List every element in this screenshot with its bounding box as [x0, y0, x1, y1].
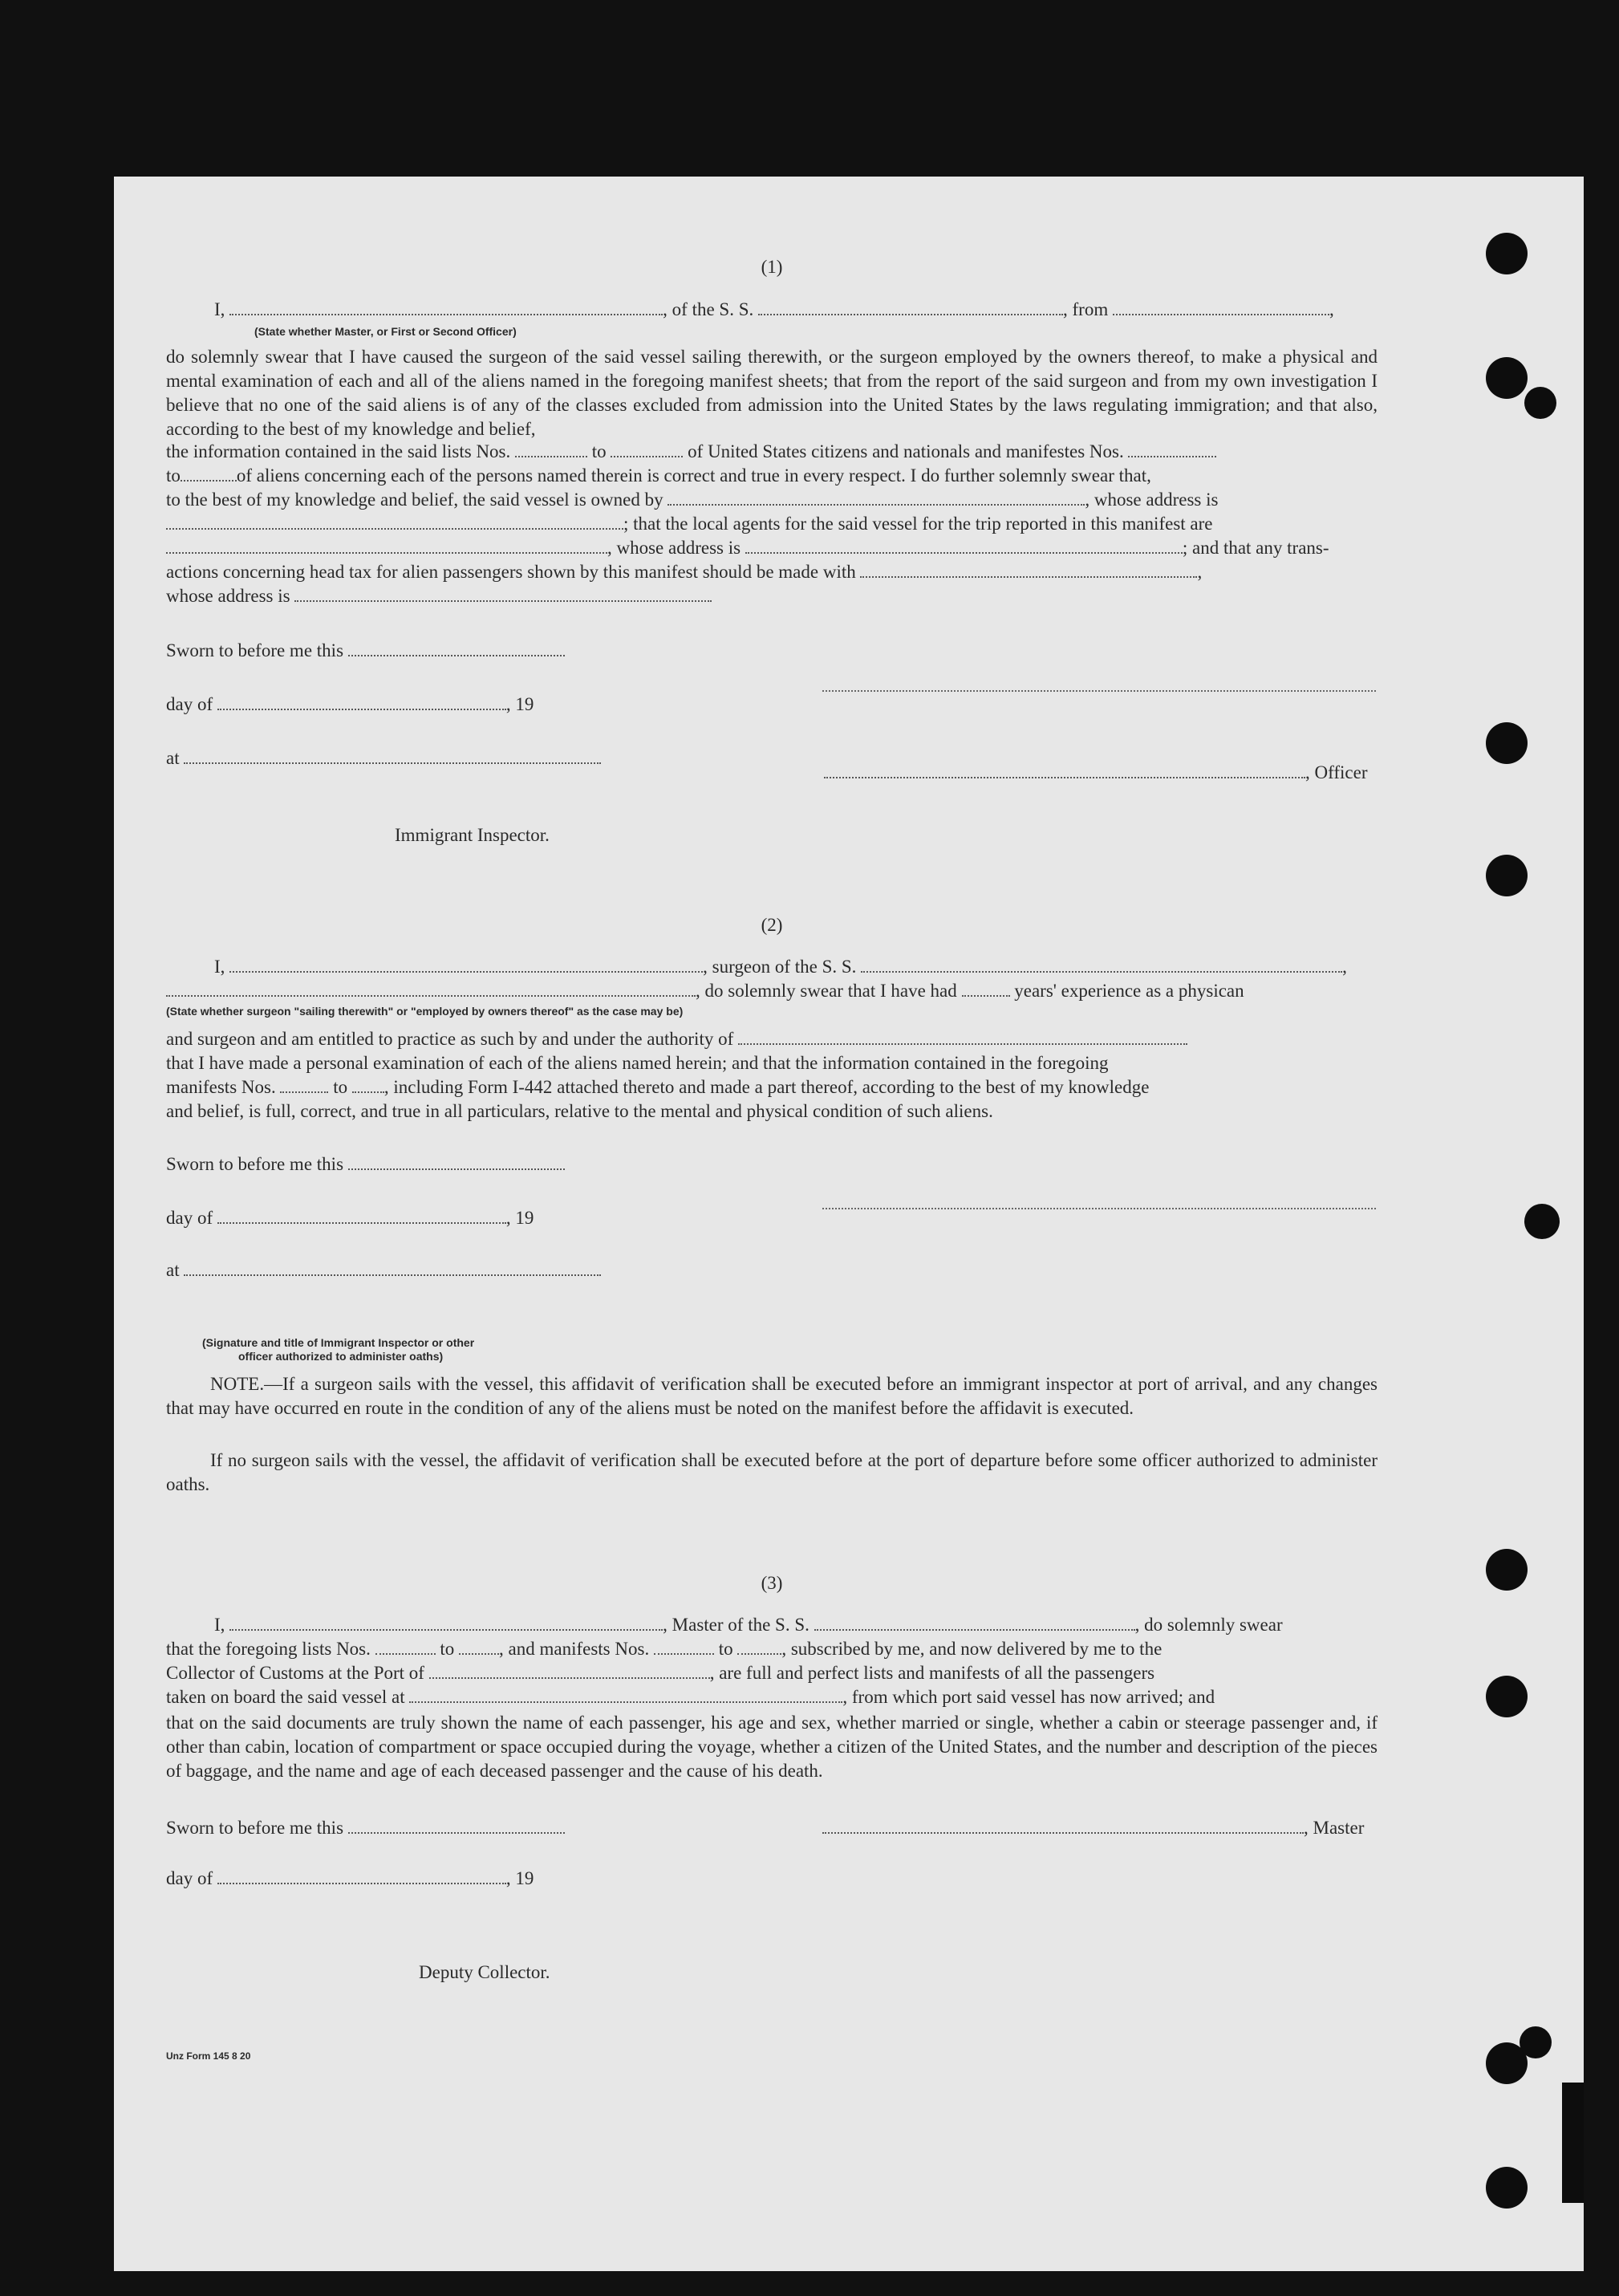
- foregoing-lists-line: that the foregoing lists Nos. to , and manifests Nos. to , subscribed by me, and now delivered by me to the: [166, 1639, 1163, 1659]
- examination-line: that I have made a personal examination of each of the aliens named herein; and that the information contained in the foregoing: [166, 1053, 1109, 1073]
- master-oath-line: I, , of the S. S. , from ,: [214, 299, 1334, 319]
- form-number: Unz Form 145 8 20: [166, 2050, 251, 2062]
- day-line-3: day of , 19: [166, 1868, 534, 1888]
- signature-note-2: officer authorized to administer oaths): [238, 1350, 444, 1363]
- section-2-number: (2): [761, 915, 783, 935]
- agents-line: ; that the local agents for the said vessel for the trip reported in this manifest are: [166, 514, 1212, 534]
- punch-hole: [1524, 1204, 1560, 1239]
- signature-rule-1: [822, 690, 1376, 692]
- page-edge-mark: [1562, 2083, 1584, 2203]
- authority-line: and surgeon and am entitled to practice as such by and under the authority of: [166, 1029, 1187, 1050]
- aliens-line: to of aliens concerning each of the persons named therein is correct and true in every respect. I do further solemnly swear that,: [166, 465, 1151, 486]
- sworn-line-2: Sworn to before me this: [166, 1154, 565, 1175]
- head-tax-line: actions concerning head tax for alien passengers shown by this manifest should be made with ,: [166, 562, 1203, 582]
- surgeon-note: (State whether surgeon "sailing therewith" or "employed by owners thereof" as the case may be): [166, 1005, 684, 1018]
- signature-note-1: (Signature and title of Immigrant Inspector or other: [202, 1336, 475, 1349]
- section-1-number: (1): [761, 257, 783, 277]
- manifests-line: manifests Nos. to , including Form I-442 attached thereto and made a part thereof, according to the best of my knowledge: [166, 1077, 1150, 1097]
- lists-line: the information contained in the said lists Nos. to of United States citizens and nationals and manifestes Nos.: [166, 441, 1216, 462]
- deputy-collector: Deputy Collector.: [419, 1962, 550, 1982]
- punch-hole: [1520, 2026, 1552, 2058]
- punch-hole: [1486, 2167, 1528, 2209]
- punch-hole: [1486, 1676, 1528, 1717]
- note-paragraph-1: NOTE.—If a surgeon sails with the vessel, this affidavit of verification shall be executed before an immigrant inspector at port of arrival, and any changes that may have occurred en route in the condition of any of the aliens must be noted on the manifest before the affidavit is executed.: [166, 1374, 1378, 1418]
- officer-note: (State whether Master, or First or Second Officer): [254, 325, 517, 338]
- belief-line: and belief, is full, correct, and true in all particulars, relative to the mental and physical condition of such aliens.: [166, 1101, 993, 1121]
- sworn-line-1: Sworn to before me this: [166, 640, 565, 661]
- oath-paragraph-1: do solemnly swear that I have caused the surgeon of the said vessel sailing therewith, or the surgeon employed by the owners thereof, to make a physical and mental examination of each and all of the aliens named in the foregoing manifest sheets; that from the report of the said surgeon and from my own investigation I believe that no one of the said aliens is of any of the classes excluded from admission into the United States by the laws regulating immigration; and that also, according to the best of my knowledge and belief,: [166, 347, 1378, 439]
- whose-address-line: whose address is: [166, 586, 712, 607]
- punch-hole: [1486, 722, 1528, 764]
- form-page: [114, 177, 1584, 2271]
- signature-rule-2: [822, 1208, 1376, 1209]
- punch-hole: [1524, 387, 1556, 419]
- punch-hole: [1486, 357, 1528, 399]
- sworn-line-3: Sworn to before me this: [166, 1818, 565, 1839]
- agents-address-line: , whose address is ; and that any trans-: [166, 538, 1329, 559]
- immigrant-inspector: Immigrant Inspector.: [395, 825, 550, 845]
- documents-paragraph: that on the said documents are truly shown the name of each passenger, his age and sex, whether married or single, whether a cabin or steerage passenger and, if other than cabin, location of compartment or space occupied during the voyage, whether a citizen of the United States, and the number and description of the pieces of baggage, and the name and age of each deceased passenger and the cause of his death.: [166, 1713, 1378, 1781]
- day-line-2: day of , 19: [166, 1208, 534, 1228]
- master-signature-line: , Master: [822, 1818, 1364, 1839]
- at-line-1: at: [166, 748, 601, 769]
- master-line: I, , Master of the S. S. , do solemnly swear: [214, 1615, 1283, 1635]
- note-paragraph-2: If no surgeon sails with the vessel, the affidavit of verification shall be executed before at the port of departure before some officer authorized to administer oaths.: [166, 1450, 1378, 1494]
- surgeon-experience-line: , do solemnly swear that I have had years' experience as a physican: [166, 981, 1244, 1002]
- taken-on-board-line: taken on board the said vessel at , from which port said vessel has now arrived; and: [166, 1687, 1215, 1707]
- collector-port-line: Collector of Customs at the Port of , are full and perfect lists and manifests of all the passengers: [166, 1663, 1155, 1683]
- owner-line: to the best of my knowledge and belief, the said vessel is owned by , whose address is: [166, 490, 1219, 510]
- day-line-1: day of , 19: [166, 694, 534, 714]
- punch-hole: [1486, 855, 1528, 896]
- punch-hole: [1486, 233, 1528, 274]
- section-3-number: (3): [761, 1573, 783, 1593]
- at-line-2: at: [166, 1260, 601, 1281]
- surgeon-line: I, , surgeon of the S. S. ,: [214, 957, 1347, 977]
- officer-line: , Officer: [824, 762, 1367, 783]
- punch-hole: [1486, 1549, 1528, 1591]
